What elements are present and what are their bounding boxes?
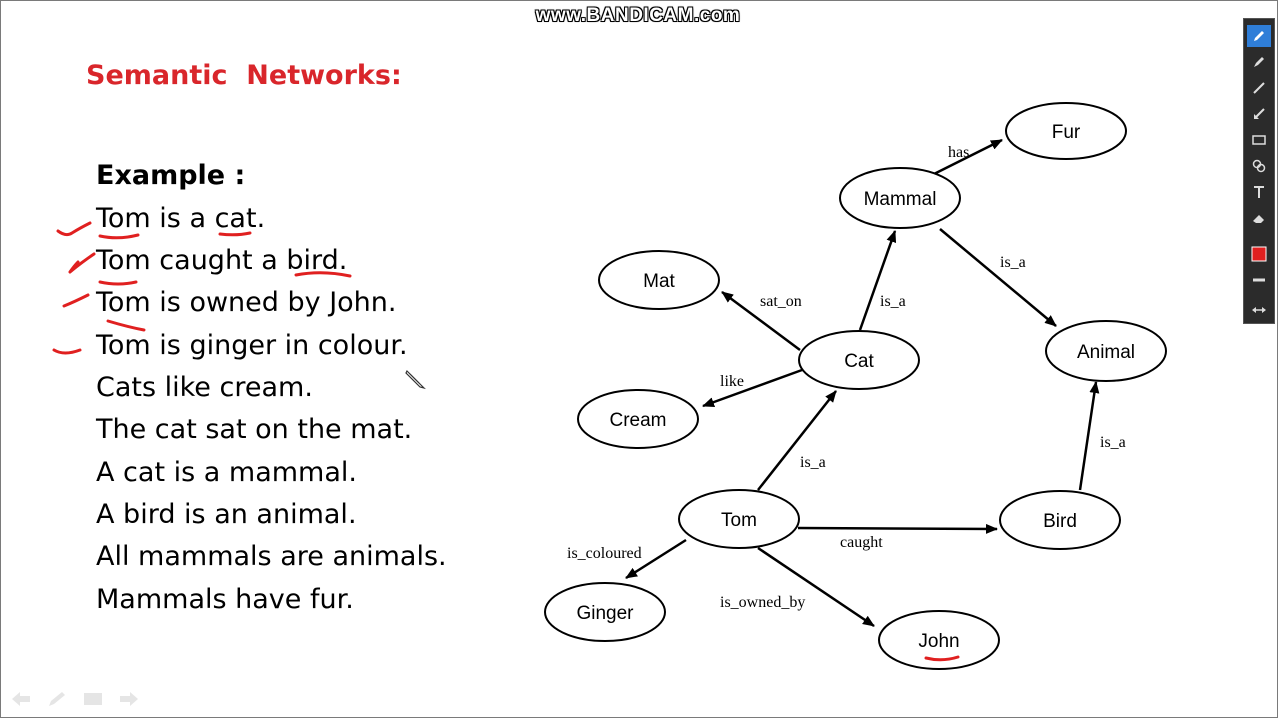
edge-bird-animal (1080, 382, 1096, 490)
edge-label-has: has (948, 144, 970, 161)
node-label-bird: Bird (1043, 511, 1077, 532)
sentence-line: Tom caught a bird. (96, 245, 348, 276)
node-label-mat: Mat (643, 271, 675, 292)
line-width-icon[interactable] (1247, 269, 1271, 291)
node-label-animal: Animal (1076, 342, 1136, 363)
slide-menu-icon[interactable] (82, 690, 104, 708)
line-icon[interactable] (1247, 77, 1271, 99)
edge-label-caught: caught (840, 534, 883, 551)
edge-tom-john (758, 548, 874, 626)
node-label-cream: Cream (609, 410, 667, 431)
edge-label-is-coloured: is_coloured (567, 545, 642, 562)
edge-label-like: like (720, 373, 744, 390)
marker-icon[interactable] (1247, 51, 1271, 73)
edge-tom-cat (758, 391, 836, 490)
sentence-line: The cat sat on the mat. (96, 414, 413, 445)
edge-label-is-a: is_a (1100, 434, 1126, 451)
bandicam-watermark: www.BANDICAM.com (535, 5, 741, 26)
color-red-swatch[interactable] (1247, 243, 1271, 265)
sentence-line: Tom is a cat. (96, 203, 266, 234)
sentence-line: Tom is ginger in colour. (96, 330, 408, 361)
pen-tool-icon[interactable] (46, 690, 68, 708)
next-slide-icon[interactable] (118, 690, 140, 708)
edge-tom-bird (798, 528, 997, 529)
semantic-network-diagram (530, 90, 1180, 680)
edge-cat-cream (703, 370, 802, 406)
sentence-line: Tom is owned by John. (96, 287, 397, 318)
rectangle-icon[interactable] (1247, 129, 1271, 151)
edge-cat-mammal (860, 231, 895, 330)
sentence-line: Mammals have fur. (96, 584, 354, 615)
pencil-cursor-icon (404, 368, 426, 390)
edge-label-is-owned-by: is_owned_by (720, 594, 806, 611)
pencil-icon[interactable] (1247, 25, 1271, 47)
sentence-line: Cats like cream. (96, 372, 313, 403)
node-label-ginger: Ginger (576, 603, 634, 624)
drawing-toolbar (1243, 18, 1275, 324)
node-label-tom: Tom (721, 510, 757, 531)
slide-title: Semantic Networks: (86, 60, 402, 91)
numbering-icon[interactable] (1247, 155, 1271, 177)
sentence-line: A bird is an animal. (96, 499, 357, 530)
edge-label-is-a: is_a (880, 293, 906, 310)
text-icon[interactable] (1247, 181, 1271, 203)
previous-slide-icon[interactable] (10, 690, 32, 708)
edge-label-sat-on: sat_on (760, 293, 802, 310)
edge-mammal-animal (940, 229, 1056, 326)
edge-label-is-a: is_a (1000, 254, 1026, 271)
node-label-fur: Fur (1051, 122, 1081, 143)
slideshow-controls (10, 690, 140, 708)
node-label-cat: Cat (844, 351, 874, 372)
edge-label-is-a: is_a (800, 454, 826, 471)
node-label-mammal: Mammal (863, 189, 937, 210)
node-label-john: John (918, 631, 960, 652)
sentence-line: A cat is a mammal. (96, 457, 357, 488)
expand-icon[interactable] (1247, 299, 1271, 321)
eraser-icon[interactable] (1247, 207, 1271, 229)
example-heading: Example : (96, 160, 246, 191)
arrow-icon[interactable] (1247, 103, 1271, 125)
sentence-line: All mammals are animals. (96, 541, 447, 572)
